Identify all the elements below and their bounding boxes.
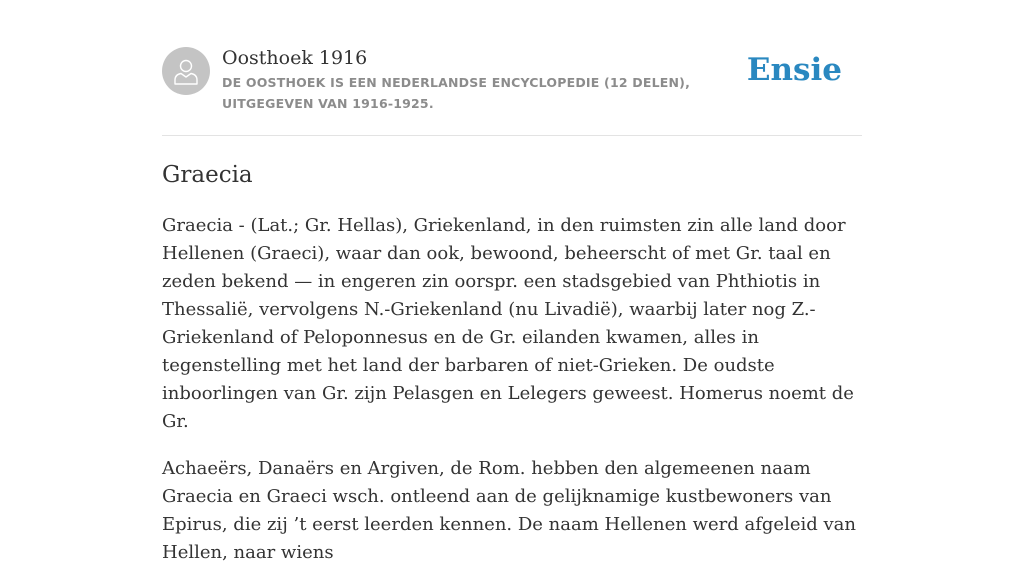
source-header: [162, 0, 862, 136]
source-description: DE OOSTHOEK IS EEN NEDERLANDSE ENCYCLOPEDIE (12 DELEN), UITGEGEVEN VAN 1916-1925.: [222, 75, 691, 111]
page-title: Graecia: [162, 162, 253, 188]
article-paragraph: Graecia - (Lat.; Gr. Hellas), Griekenland, in den ruimsten zin alle land door Hellenen (Graeci), waar dan ook, bewoond, beheerscht of met Gr. taal en zeden bekend — in engeren zin oorspr. een stadsgebied van Phthiotis in Thessalië, vervolgens N.-Griekenland (nu Livadië), waarbij later nog Z.-Griekenland of Peloponnesus en de Gr. eilanden kwamen, alles in tegenstelling met het land der barbaren of niet-Grieken. De oudste inboorlingen van Gr. zijn Pelasgen en Lelegers geweest. Homerus noemt de Gr.: [162, 215, 854, 432]
source-title[interactable]: Oosthoek 1916: [222, 47, 368, 69]
ensie-logo[interactable]: Ensie: [746, 52, 842, 88]
user-avatar-icon[interactable]: [162, 47, 210, 95]
article-body: [162, 212, 862, 586]
page-container: [162, 0, 862, 563]
article-paragraph: Achaeërs, Danaërs en Argiven, de Rom. hebben den algemeenen naam Graecia en Graeci wsch. ontleend aan de gelijknamige kustbewoners van Epirus, die zij ’t eerst leerden kennen. De naam Hellenen werd afgeleid van Hellen, naar wiens: [162, 458, 856, 563]
